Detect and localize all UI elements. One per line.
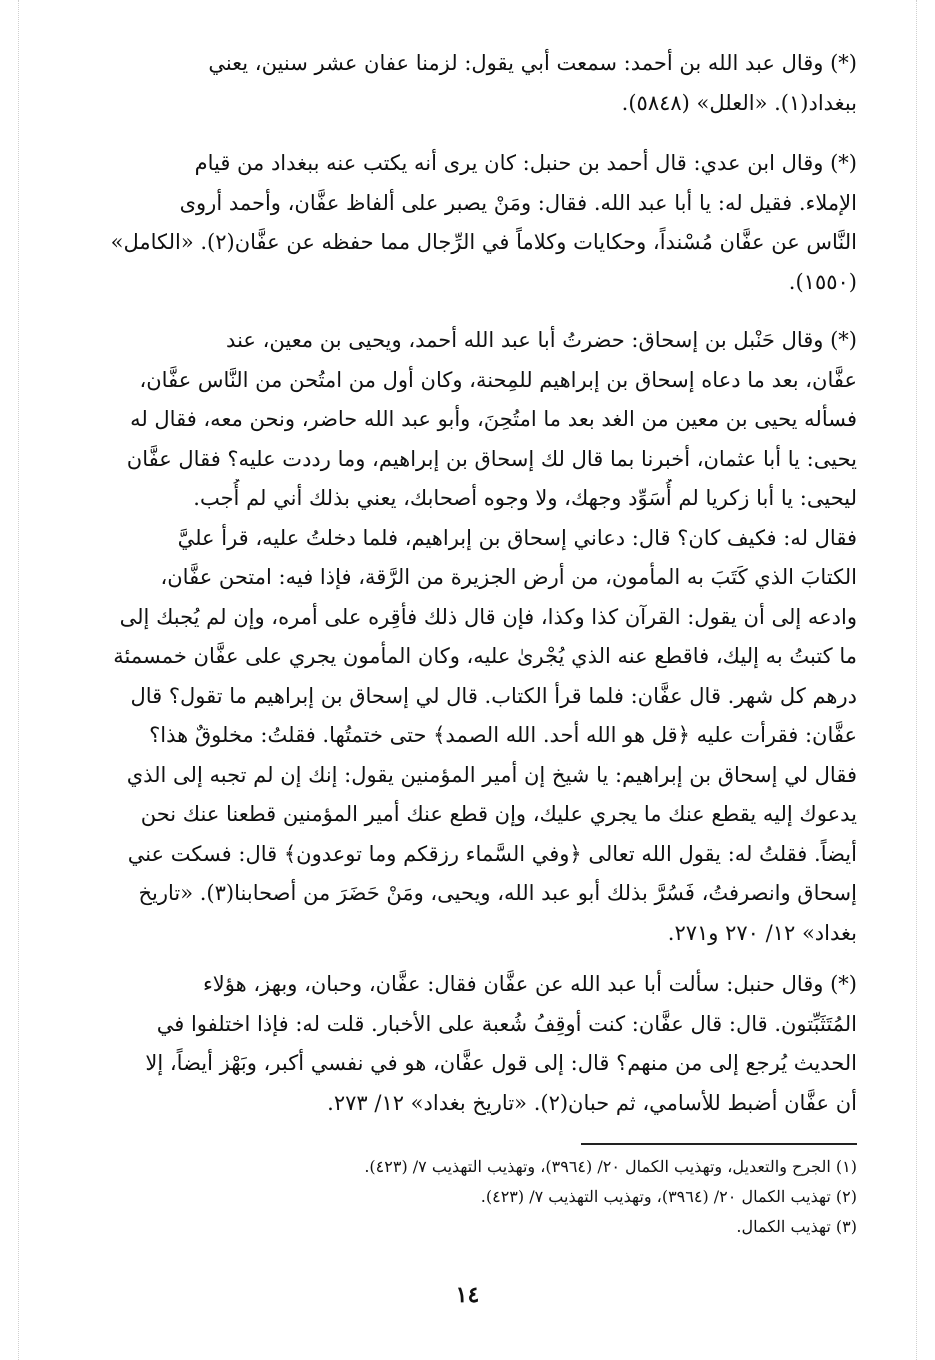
paragraph-3 (78, 321, 857, 953)
text-line: الحديث يُرجع إلى من منهم؟ قال: إلى قول عفَّان، هو في نفسي أكبر، وبَهْز أيضاً، إلا (145, 1051, 857, 1075)
text-line: يدعوك إليه يقطع عنك ما يجري عليك، وإن قطع عنك أمير المؤمنين قطعنا عنك نحن (140, 802, 857, 826)
text-line: (*) وقال حنبل: سألت أبا عبد الله عن عفَّان فقال: عفَّان، وحبان، وبهز، هؤلاء (202, 972, 857, 996)
text-line: درهم كل شهر. قال عفَّان: فلما قرأ الكتاب. قال لي إسحاق بن إبراهيم ما تقول؟ قال (130, 683, 857, 708)
text-line: الكتابَ الذي كَتَبَ به المأمون، من أرض الجزيرة من الرَّقة، فإذا فيه: امتحن عفَّان، (160, 565, 857, 589)
text-line: أن عفَّان أضبط للأسامي، ثم حبان(٢). «تاريخ بغداد» ١٢/ ٢٧٣. (327, 1090, 857, 1115)
text-line: الإملاء. فقيل له: يا أبا عبد الله. فقال: ومَنْ يصبر على ألفاظ عفَّان، وأحمد أروى (179, 190, 857, 215)
text-line: (*) وقال حَنْبل بن إسحاق: حضرتُ أبا عبد الله أحمد، ويحيى بن معين، عند (226, 328, 857, 352)
text-line: النَّاس عن عفَّان مُسْنداً، وحكايات وكلاماً في الرِّجال مما حفظه عن عفَّان(٢). «الكامل» (110, 230, 857, 254)
footnotes (78, 1152, 857, 1242)
text-line: (*) وقال ابن عدي: قال أحمد بن حنبل: كان يرى أنه يكتب عنه ببغداد من قيام (194, 151, 857, 175)
text-line: عفَّان، بعد ما دعاه إسحاق بن إبراهيم للمِحنة، وكان أول من امتُحن من النَّاس عفَّان، (139, 367, 857, 392)
paragraph-2 (78, 144, 857, 302)
text-line: إسحاق وانصرفتُ، فَسُرَّ بذلك أبو عبد الله، ويحيى، ومَنْ حَضَرَ من أصحابنا(٣). «تاريخ (138, 881, 857, 905)
page-number: ١٤ (455, 1282, 480, 1308)
footnote-divider (581, 1143, 857, 1145)
text-line: المُتَثَبِّتون. قال: قال عفَّان: كنت أوقِفُ شُعبة على الأخبار. قلت له: فإذا اختلفوا في (156, 1011, 857, 1036)
text-line: (١٥٥٠). (788, 269, 857, 294)
text-line: وادعه إلى أن يقول: القرآن كذا وكذا، فإن قال ذلك فأقِره على أمره، وإن لم يُجبك إلى (119, 604, 857, 629)
paragraph-1 (78, 44, 857, 123)
text-line: فسأله يحيى بن معين من الغد بعد ما امتُحِنَ، وأبو عبد الله حاضر، ونحن معه، فقال له (130, 407, 857, 431)
text-line: ليحيى: يا أبا زكريا لم أُسَوِّد وجهك، ولا وجوه أصحابك، يعني بذلك أني لم أُجب. (193, 486, 857, 510)
text-line: ما كتبتُ به إليك، فاقطع عنه الذي يُجْرىٰ عليه، وكان المأمون يجري على عفَّان خمسمئة (113, 644, 857, 668)
text-line: (*) وقال عبد الله بن أحمد: سمعت أبي يقول: لزمنا عفان عشر سنين، يعني (208, 51, 857, 75)
footnote-1: (١) الجرح والتعديل، وتهذيب الكمال ٢٠/ (٣٩٦٤)، وتهذيب التهذيب ٧/ (٤٢٣). (364, 1157, 857, 1176)
text-line: يحيى: يا أبا عثمان، أخبرنا بما قال لك إسحاق بن إبراهيم، وما رددت عليه؟ فقال عفَّان (126, 446, 857, 471)
text-line: بغداد» ١٢/ ٢٧٠ و٢٧١. (667, 920, 857, 945)
text-line: فقال له: فكيف كان؟ قال: دعاني إسحاق بن إبراهيم، فلما دخلتُ عليه، قرأ عليَّ (177, 525, 857, 550)
footnote-2: (٢) تهذيب الكمال ٢٠/ (٣٩٦٤)، وتهذيب التهذيب ٧/ (٤٢٣). (480, 1187, 857, 1206)
paragraph-4 (78, 965, 857, 1123)
text-line: ببغداد(١). «العلل» (٥٨٤٨). (621, 90, 857, 115)
text-line: عفَّان: فقرأت عليه ﴿قل هو الله أحد. الله الصمد﴾ حتى ختمتُها. فقلتُ: مخلوقٌ هذا؟ (149, 723, 857, 747)
text-line: أيضاً. فقلتُ له: يقول الله تعالى ﴿وفي السَّماء رزقكم وما توعدون﴾ قال: فسكت عني (127, 841, 857, 866)
footnote-3: (٣) تهذيب الكمال. (736, 1217, 857, 1236)
text-line: فقال لي إسحاق بن إبراهيم: يا شيخ إن أمير المؤمنين يقول: إنك إن لم تجبه إلى الذي (126, 762, 857, 787)
